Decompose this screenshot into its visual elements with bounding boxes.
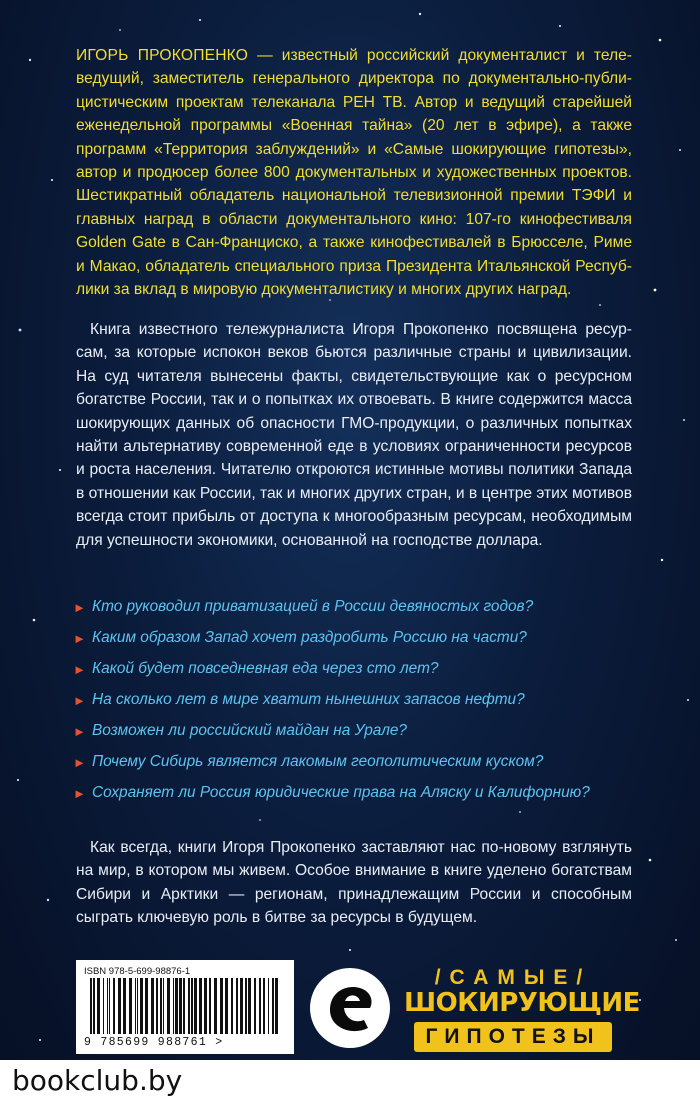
barcode-bar [231, 978, 233, 1034]
barcode-bar [268, 978, 269, 1034]
series-top-text: /САМЫЕ/ [434, 966, 592, 989]
barcode-bar [113, 978, 115, 1034]
barcode-bar [167, 978, 170, 1034]
barcode-bar [103, 978, 104, 1034]
barcode-bar [109, 978, 110, 1034]
triangle-bullet-icon: ► [73, 724, 86, 739]
question-item: ► Почему Сибирь является лакомым геополитическим куском? [72, 751, 632, 772]
question-item: ► Сохраняет ли Россия юридические права на Аляску и Калифорнию? [72, 782, 632, 803]
barcode-bar [214, 978, 217, 1034]
barcode-bar [160, 978, 162, 1034]
triangle-bullet-icon: ► [73, 786, 86, 801]
barcode-bar [137, 978, 138, 1034]
barcode-bar [259, 978, 261, 1034]
eksmo-logo-icon [308, 966, 392, 1050]
author-bio-text: — известный российский документалист и телеведущий, заместитель генерального директора по документально-публицистическим проектам телеканала РЕН ТВ. Автор и ведущий старейшей еженедельной программы «Военная тайна» (20 лет в эфире), а также программ «Территория заблуждений» и «Самые шокирующие гипотезы», автор и продюсер более 800 документальных и художественных проектов. Шестикратный обладатель национальной телевизионной премии ТЭФИ и главных наград в области документального кино: 107-го кинофестиваля Golden Gate в Сан-Франциско, а также кинофестивалей в Брюсселе, Риме и Макао, обладатель специального приза Президента Итальянской Республики за вклад в мировую документалистику и многих других наград. [76, 47, 632, 299]
barcode-bar [248, 978, 251, 1034]
isbn-text: ISBN 978-5-699-98876-1 [84, 966, 191, 977]
barcode-bar [263, 978, 265, 1034]
barcode-bar [220, 978, 223, 1034]
barcode-bar [225, 978, 228, 1034]
barcode-bar [191, 978, 193, 1034]
triangle-bullet-icon: ► [73, 693, 86, 708]
barcode-bar [194, 978, 197, 1034]
book-description: Книга известного тележурналиста Игоря Прокопенко посвящена ресурсам, за которые испокон веков бьются различные страны и цивилизации. На суд читателя вынесены факты, свидетельствующие как о ресурсном богатстве России, так и о попытках их отвоевать. В книге содержится масса шокирующих данных об опасности ГМО-продукции, о различных попытках найти альтернативу современной еде в условиях ограниченности ресурсов и роста населения. Читателю откроются истинные мотивы политики Запада в отношении как России, так и многих других стран, и в центре этих мотивов всегда стоит прибыль от доступа к многообразным ресурсам, необходимым для успешности экономики, основанной на господстве доллара. [76, 321, 632, 549]
barcode-bar [179, 978, 182, 1034]
question-item: ► Кто руководил приватизацией в России девяностых годов? [72, 596, 632, 617]
closing-description: Как всегда, книги Игоря Прокопенко заставляют нас по-новому взглянуть на мир, в котором мы живем. Особое внимание в книге уделено богатствам Сибири и Арктики — регионам, принадлежащим России и способным сыграть ключевую роль в битве за ресурсы в будущем. [76, 839, 632, 927]
barcode-bar [245, 978, 247, 1034]
barcode-bar [199, 978, 202, 1034]
barcode-bar [97, 978, 100, 1034]
triangle-bullet-icon: ► [73, 600, 86, 615]
question-item: ► На сколько лет в мире хватит нынешних запасов нефти? [72, 689, 632, 710]
triangle-bullet-icon: ► [73, 755, 86, 770]
barcode-bar [183, 978, 185, 1034]
barcode-bar [163, 978, 164, 1034]
barcode-bar [175, 978, 178, 1034]
footer-bar [0, 1060, 700, 1104]
barcode-bar [209, 978, 211, 1034]
barcode-bar [236, 978, 238, 1034]
series-middle-text: ШОКИРУЮЩИЕ [404, 988, 640, 1018]
barcode-label [76, 960, 294, 1054]
barcode-bar [129, 978, 132, 1034]
author-bio [76, 44, 632, 301]
barcode-bar [188, 978, 190, 1034]
barcode-bar [204, 978, 207, 1034]
author-name: ИГОРЬ ПРОКОПЕНКО [76, 47, 249, 64]
series-logo [404, 966, 640, 1056]
barcode-bar [107, 978, 108, 1034]
series-bottom-text: ГИПОТЕЗЫ [414, 1022, 612, 1052]
barcode-digits: 9 785699 988761 > [84, 1036, 224, 1049]
barcode-bar [145, 978, 148, 1034]
barcode-bar [275, 978, 278, 1034]
barcode-bar [118, 978, 121, 1034]
barcode-image [84, 978, 284, 1036]
question-item: ► Какой будет повседневная еда через сто лет? [72, 658, 632, 679]
barcode-bar [140, 978, 143, 1034]
question-item: ► Каким образом Запад хочет раздробить Россию на части? [72, 627, 632, 648]
barcode-bar [135, 978, 136, 1034]
barcode-bar [254, 978, 256, 1034]
barcode-bar [156, 978, 158, 1034]
barcode-bar [272, 978, 274, 1034]
triangle-bullet-icon: ► [73, 662, 86, 677]
barcode-bar [240, 978, 243, 1034]
triangle-bullet-icon: ► [73, 631, 86, 646]
barcode-bar [93, 978, 95, 1034]
barcode-bar [123, 978, 126, 1034]
barcode-bar [151, 978, 154, 1034]
barcode-bar [173, 978, 174, 1034]
question-list [72, 596, 632, 813]
website-label: bookclub.by [12, 1064, 183, 1097]
barcode-bar [90, 978, 92, 1034]
question-item: ► Возможен ли российский майдан на Урале? [72, 720, 632, 741]
